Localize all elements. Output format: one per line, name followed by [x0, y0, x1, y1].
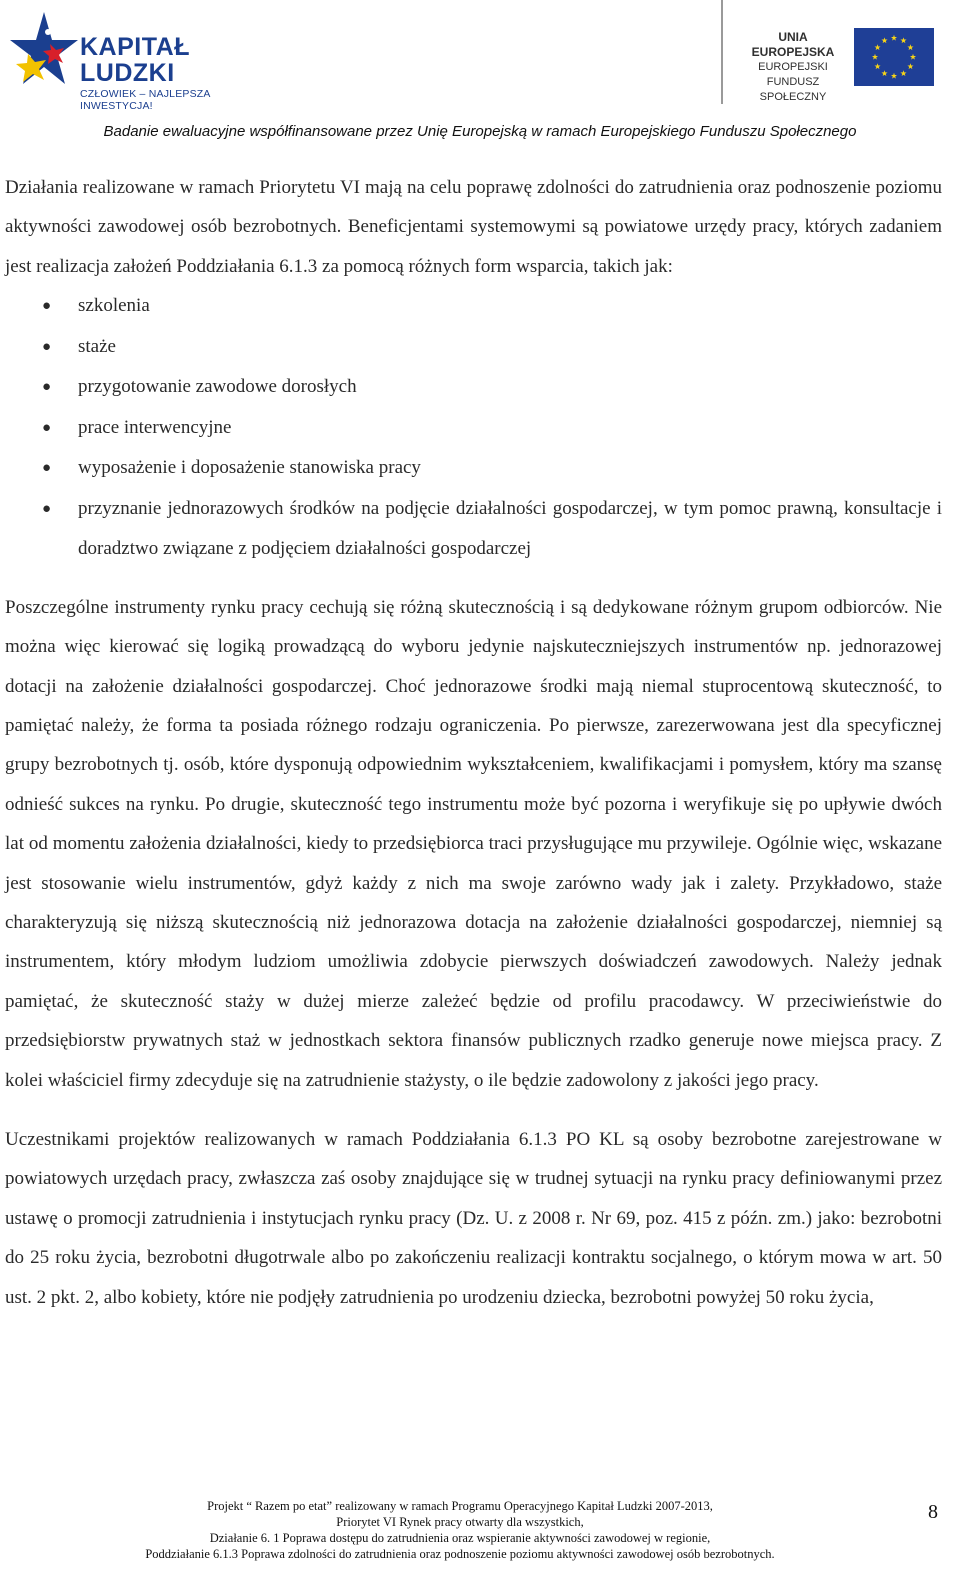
- support-forms-list: [5, 286, 942, 570]
- kapital-ludzki-logo: [8, 10, 278, 112]
- list-item-text: prace interwencyjne: [78, 416, 232, 438]
- eu-logo-line1: UNIA EUROPEJSKA: [751, 30, 835, 59]
- document-body: [5, 168, 942, 1317]
- bullet-icon: ●: [42, 338, 52, 355]
- footer-line1: Projekt “ Razem po etat” realizowany w ramach Programu Operacyjnego Kapitał Ludzki 2007-2013,: [207, 1499, 713, 1513]
- kapital-ludzki-text: [80, 34, 278, 112]
- list-item-text: przyznanie jednorazowych środków na podjęcie działalności gospodarczej, w tym pomoc prawną, konsultacje i doradztwo związane z podjęciem działalności gospodarczej: [78, 497, 942, 560]
- bullet-icon: ●: [42, 500, 52, 517]
- list-item: [5, 408, 942, 449]
- eu-flag-icon: [854, 28, 934, 86]
- eu-logo-line3: FUNDUSZ SPOŁECZNY: [759, 76, 827, 103]
- spacer: [5, 1100, 942, 1120]
- footer-line3: Działanie 6. 1 Poprawa dostępu do zatrudnienia oraz wspieranie aktywności zawodowej w regionie,: [209, 1531, 711, 1545]
- header-divider: [721, 0, 723, 104]
- intro-paragraph: Działania realizowane w ramach Priorytetu VI mają na celu poprawę zdolności do zatrudnienia oraz podnoszenie poziomu aktywności zawodowej osób bezrobotnych. Beneficjentami systemowymi są powiatowe urzędy pracy, których zadaniem jest realizacja założeń Poddziałania 6.1.3 za pomocą różnych form wsparcia, takich jak:: [5, 177, 942, 277]
- bullet-icon: ●: [42, 379, 52, 396]
- kapital-ludzki-title: KAPITAŁ LUDZKI: [80, 33, 190, 87]
- bullet-icon: ●: [42, 460, 52, 477]
- star-logo-icon: [8, 10, 78, 90]
- page-footer: [0, 1497, 960, 1593]
- list-item-text: staże: [78, 335, 116, 357]
- eu-logo: [730, 28, 940, 103]
- spacer: [5, 570, 942, 588]
- page-header: [0, 0, 960, 140]
- header-caption: Badanie ewaluacyjne współfinansowane przez Unię Europejską w ramach Europejskiego Funduszu Społecznego: [103, 123, 857, 140]
- list-item: [5, 367, 942, 408]
- bullet-icon: ●: [42, 298, 52, 315]
- footer-text: [100, 1498, 820, 1562]
- page-number: 8: [928, 1501, 938, 1523]
- bullet-icon: ●: [42, 419, 52, 436]
- paragraph-participants: Uczestnikami projektów realizowanych w ramach Poddziałania 6.1.3 PO KL są osoby bezrobotne zarejestrowane w powiatowych urzędach pracy, zwłaszcza zaś osoby znajdujące się w trudnej sytuacji na rynku pracy definiowanymi przez ustawę o promocji zatrudnienia i instytucjach rynku pracy (Dz. U. z 2008 r. Nr 69, poz. 415 z późn. zm.) jako: bezrobotni do 25 roku życia, bezrobotni długotrwale albo po zakończeniu realizacji kontraktu socjalnego, o którym mowa w art. 50 ust. 2 pkt. 2, albo kobiety, które nie podjęły zatrudnienia po urodzeniu dziecka, bezrobotni powyżej 50 roku życia,: [5, 1129, 942, 1308]
- footer-line2: Priorytet VI Rynek pracy otwarty dla wszystkich,: [336, 1515, 584, 1529]
- kapital-ludzki-subtitle: CZŁOWIEK – NAJLEPSZA INWESTYCJA!: [80, 88, 211, 112]
- eu-logo-line2: EUROPEJSKI: [758, 61, 828, 73]
- list-item: [5, 327, 942, 368]
- eu-logo-text: [738, 30, 848, 105]
- list-item: [5, 448, 942, 489]
- list-item-text: wyposażenie i doposażenie stanowiska pracy: [78, 457, 421, 479]
- list-item-text: szkolenia: [78, 295, 150, 317]
- list-item-text: przygotowanie zawodowe dorosłych: [78, 376, 357, 398]
- list-item: [5, 489, 942, 570]
- list-item: [5, 286, 942, 327]
- paragraph-instruments: Poszczególne instrumenty rynku pracy cechują się różną skutecznością i są dedykowane różnym grupom odbiorców. Nie można więc kierować się logiką prowadzącą do wyboru jedynie najskuteczniejszych instrumentów np. jednorazowej dotacji na założenie działalności gospodarczej. Choć jednorazowe środki mają niemal stuprocentową skuteczność, to pamiętać należy, że forma ta posiada różnego rodzaju ograniczenia. Po pierwsze, zarezerwowana jest dla specyficznej grupy bezrobotnych tj. osób, które dysponują odpowiednim wykształceniem, kwalifikacjami i pomysłem, który ma szansę odnieść sukces na rynku. Po drugie, skuteczność tego instrumentu może być pozorna i weryfikuje się po upływie dwóch lat od momentu założenia działalności, kiedy to przedsiębiorca traci przysługujące mu przywileje. Ogólnie więc, wskazane jest stosowanie wielu instrumentów, gdyż każdy z nich ma swoje zarówno wady jak i zalety. Przykładowo, staże charakteryzują się niższą skutecznością niż jednorazowa dotacja na założenie działalności gospodarczej, niemniej są instrumentem, który młodym ludziom umożliwia zdobycie pierwszych doświadczeń zawodowych. Należy jednak pamiętać, że skuteczność staży w dużej mierze zależeć będzie od profilu pracodawcy. W przeciwieństwie do przedsiębiorstw prywatnych staż w jednostkach sektora finansów publicznych rzadko generuje nowe miejsca pracy. Z kolei właściciel firmy zdecyduje się na zatrudnienie stażysty, o ile będzie zadowolony z jakości jego pracy.: [5, 596, 942, 1091]
- footer-line4: Poddziałanie 6.1.3 Poprawa zdolności do zatrudnienia oraz podnoszenie poziomu aktywności zawodowej osób bezrobotnych.: [145, 1547, 775, 1561]
